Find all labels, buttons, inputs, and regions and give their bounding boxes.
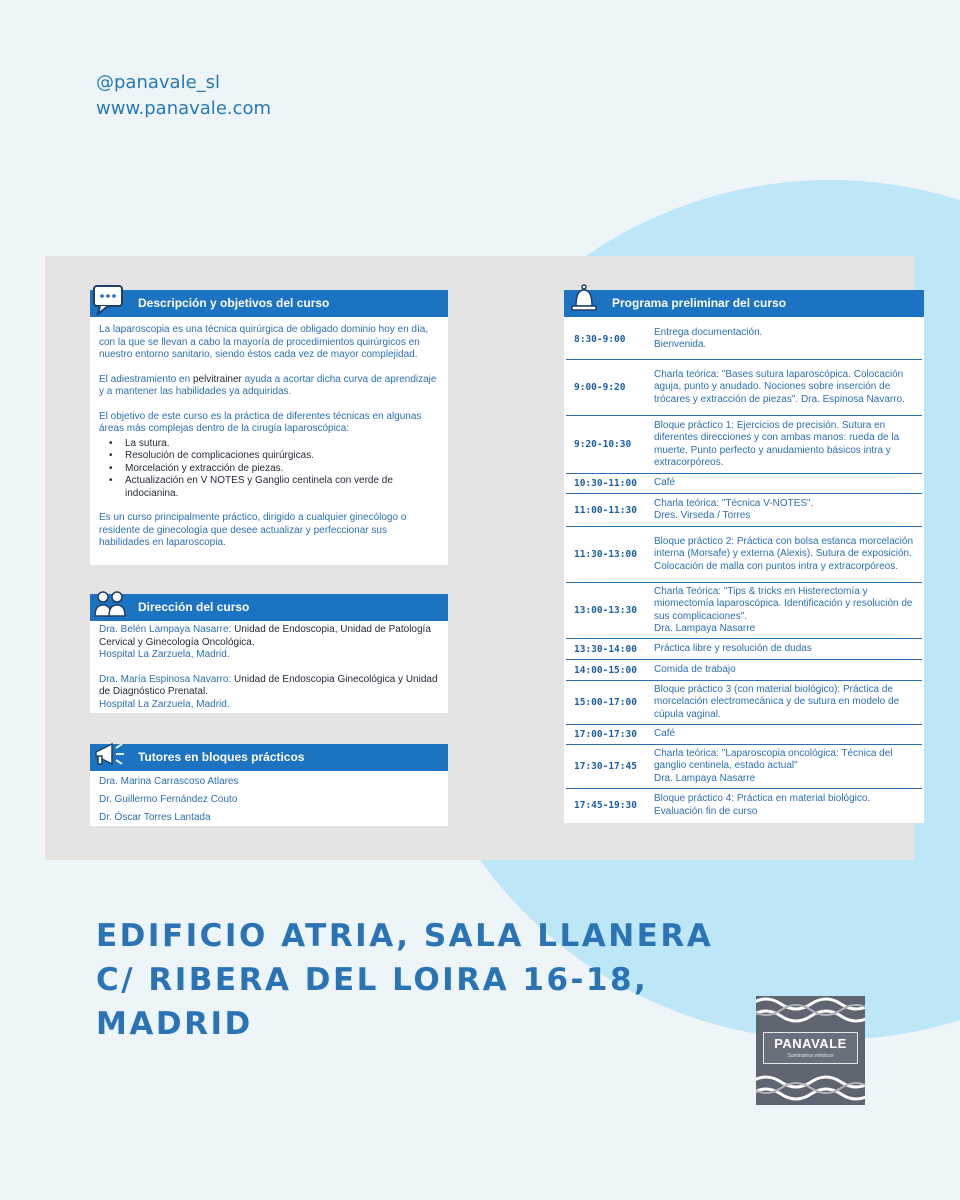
- schedule-row: [566, 725, 922, 745]
- objective-item: • La sutura.: [125, 438, 439, 451]
- schedule-desc: Comida de trabajo: [654, 663, 736, 675]
- tutors-body: [99, 773, 439, 827]
- logo-name: PANAVALE: [774, 1036, 847, 1051]
- schedule-row: [566, 660, 922, 681]
- schedule-desc: Bloque práctico 4: Práctica en material biológico. Evaluación fin de curso: [654, 793, 871, 817]
- direction-panel: [90, 594, 448, 713]
- objective-item: • Morcelación y extracción de piezas.: [125, 463, 439, 476]
- schedule-time: 13:30-14:00: [574, 643, 637, 655]
- bell-icon: [566, 282, 602, 314]
- schedule-desc: Práctica libre y resolución de dudas: [654, 642, 812, 654]
- description-header: [90, 290, 448, 317]
- schedule-time: 17:45-19:30: [574, 800, 637, 811]
- course-flyer: [45, 256, 914, 860]
- schedule-row: [566, 416, 922, 474]
- schedule-desc: Bloque práctico 1: Ejercicios de precisión. Sutura en diferentes direcciones y con ambas manos: rueda de la muerte. Punto perfecto y anudamiento básicos intra y extracorpóreos.: [654, 419, 900, 468]
- schedule-desc: Charla teórica: "Laparoscopia oncológica: Técnica del ganglio centinela, estado actual" Dra. Lampaya Nasarre: [654, 747, 893, 784]
- schedule-rows: [564, 319, 924, 822]
- description-p2-post: ayuda a acortar dicha curva de aprendizaje y a mantener las habilidades ya adquiridas.: [99, 373, 437, 397]
- schedule-time: 8:30-9:00: [574, 333, 626, 345]
- website-link[interactable]: www.panavale.com: [96, 98, 272, 119]
- schedule-time: 9:00-9:20: [574, 382, 626, 393]
- objective-item: • Actualización en V NOTES y Ganglio centinela con verde de indocianina.: [125, 475, 439, 500]
- director-unit: Unidad de Endoscopia Ginecológica y Unidad de Diagnóstico Prenatal.: [99, 673, 438, 697]
- panavale-logo: [756, 996, 865, 1105]
- direction-title: Dirección del curso: [138, 600, 250, 614]
- chat-bubble-icon: [92, 284, 128, 316]
- schedule-row: [566, 360, 922, 416]
- schedule-row: [566, 494, 922, 527]
- director-name: Dra. Belén Lampaya Nasarre:: [99, 624, 232, 635]
- schedule-desc: Charla teórica: "Técnica V-NOTES". Dres. Virseda / Torres: [654, 497, 814, 521]
- schedule-row: [566, 745, 922, 789]
- schedule-time: 17:00-17:30: [574, 729, 637, 740]
- schedule-row: [566, 527, 922, 583]
- tutors-title: Tutores en bloques prácticos: [138, 750, 305, 764]
- description-p1: La laparoscopia es una técnica quirúrgica de obligado dominio hoy en día, con la que se llevan a cabo la mayoría de procedimientos quirúrgicos en nuestro entorno sanitario, siendo éstos cada vez de mayor complejidad.: [99, 324, 429, 360]
- tutors-header: [90, 744, 448, 771]
- schedule-time: 17:30-17:45: [574, 761, 637, 772]
- schedule-row: [566, 474, 922, 494]
- description-panel: [90, 290, 448, 565]
- description-p4: Es un curso principalmente práctico, dirigido a cualquier ginecólogo o residente de ginecología que desee actualizar y perfeccionar sus habilidades en laparoscopia.: [99, 512, 407, 548]
- direction-header: [90, 594, 448, 621]
- schedule-time: 11:00-11:30: [574, 504, 637, 516]
- description-body: [99, 324, 439, 562]
- tutor-name: Dr. Guillermo Fernández Couto: [99, 794, 238, 805]
- schedule-desc: Entrega documentación. Bienvenida.: [654, 326, 763, 350]
- venue-address: [96, 914, 713, 1046]
- schedule-desc: Café: [654, 728, 676, 740]
- social-links: [96, 70, 271, 122]
- schedule-time: 9:20-10:30: [574, 439, 632, 450]
- schedule-time: 11:30-13:00: [574, 549, 637, 560]
- address-line-1: EDIFICIO ATRIA, SALA LLANERA: [96, 918, 714, 954]
- director-hospital: Hospital La Zarzuela, Madrid.: [99, 698, 230, 710]
- director-entry: [99, 674, 439, 712]
- schedule-time: 15:00-17:00: [574, 697, 637, 708]
- schedule-time: 14:00-15:00: [574, 664, 637, 676]
- director-name: Dra. María Espinosa Navarro:: [99, 673, 232, 685]
- doctors-icon: [92, 588, 128, 620]
- tutor-name: Dra. Marina Carrascoso Atlares: [99, 776, 239, 787]
- address-line-3: MADRID: [96, 1006, 253, 1042]
- schedule-title: Programa preliminar del curso: [612, 296, 787, 310]
- schedule-header: [564, 290, 924, 317]
- direction-body: [99, 624, 439, 723]
- schedule-time: 10:30-11:00: [574, 478, 637, 489]
- schedule-desc: Charla Teórica: "Tips & tricks en Histerectomía y miomectomía laparoscópica. Identificación y resolución de sus complicaciones". Dra. Lampaya Nasarre: [654, 585, 913, 634]
- schedule-desc: Bloque práctico 3 (con material biológico): Práctica de morcelación electromecánica y de sutura en modelo de cúpula vaginal.: [654, 683, 900, 720]
- logo-label-box: [763, 1032, 858, 1064]
- objective-item: • Resolución de complicaciones quirúrgicas.: [125, 450, 439, 463]
- schedule-desc: Bloque práctico 2: Práctica con bolsa estanca morcelación interna (Morsafe) y externa (Alexis). Sutura de exposición. Colocación de malla con puntos intra y extracorpóreos.: [654, 535, 914, 572]
- schedule-panel: [564, 290, 924, 823]
- schedule-time: 13:00-13:30: [574, 605, 637, 616]
- tutors-panel: [90, 744, 448, 826]
- description-title: Descripción y objetivos del curso: [138, 296, 330, 310]
- schedule-row: [566, 583, 922, 639]
- schedule-row: [566, 681, 922, 725]
- description-p3: El objetivo de este curso es la práctica de diferentes técnicas en algunas áreas más complejas dentro de la cirugía laparoscópica:: [99, 410, 422, 434]
- social-handle[interactable]: @panavale_sl: [96, 72, 221, 93]
- objectives-list: [99, 438, 439, 501]
- director-hospital: Hospital La Zarzuela, Madrid.: [99, 649, 230, 660]
- director-entry: [99, 624, 439, 662]
- schedule-row: [566, 789, 922, 822]
- schedule-desc: Charla teórica: "Bases sutura laparoscópica. Colocación aguja, punto y anudado. Nociones sobre inserción de trócares y extracción de piezas". Dra. Espinosa Navarro.: [654, 368, 905, 405]
- schedule-row: [566, 639, 922, 660]
- schedule-row: [566, 319, 922, 360]
- description-p2: [99, 374, 439, 399]
- megaphone-icon: [92, 738, 128, 770]
- schedule-desc: Café: [654, 477, 676, 489]
- director-unit: Unidad de Endoscopia, Unidad de Patología Cervical y Ginecología Oncológica.: [99, 624, 431, 648]
- description-p2-pre: El adiestramiento en: [99, 373, 193, 385]
- address-line-2: C/ RIBERA DEL LOIRA 16-18,: [96, 962, 649, 998]
- logo-tagline: Suministros médicos: [787, 1053, 834, 1059]
- description-p2-bold: pelvitrainer: [192, 373, 242, 385]
- tutor-name: Dr. Óscar Torres Lantada: [99, 812, 211, 823]
